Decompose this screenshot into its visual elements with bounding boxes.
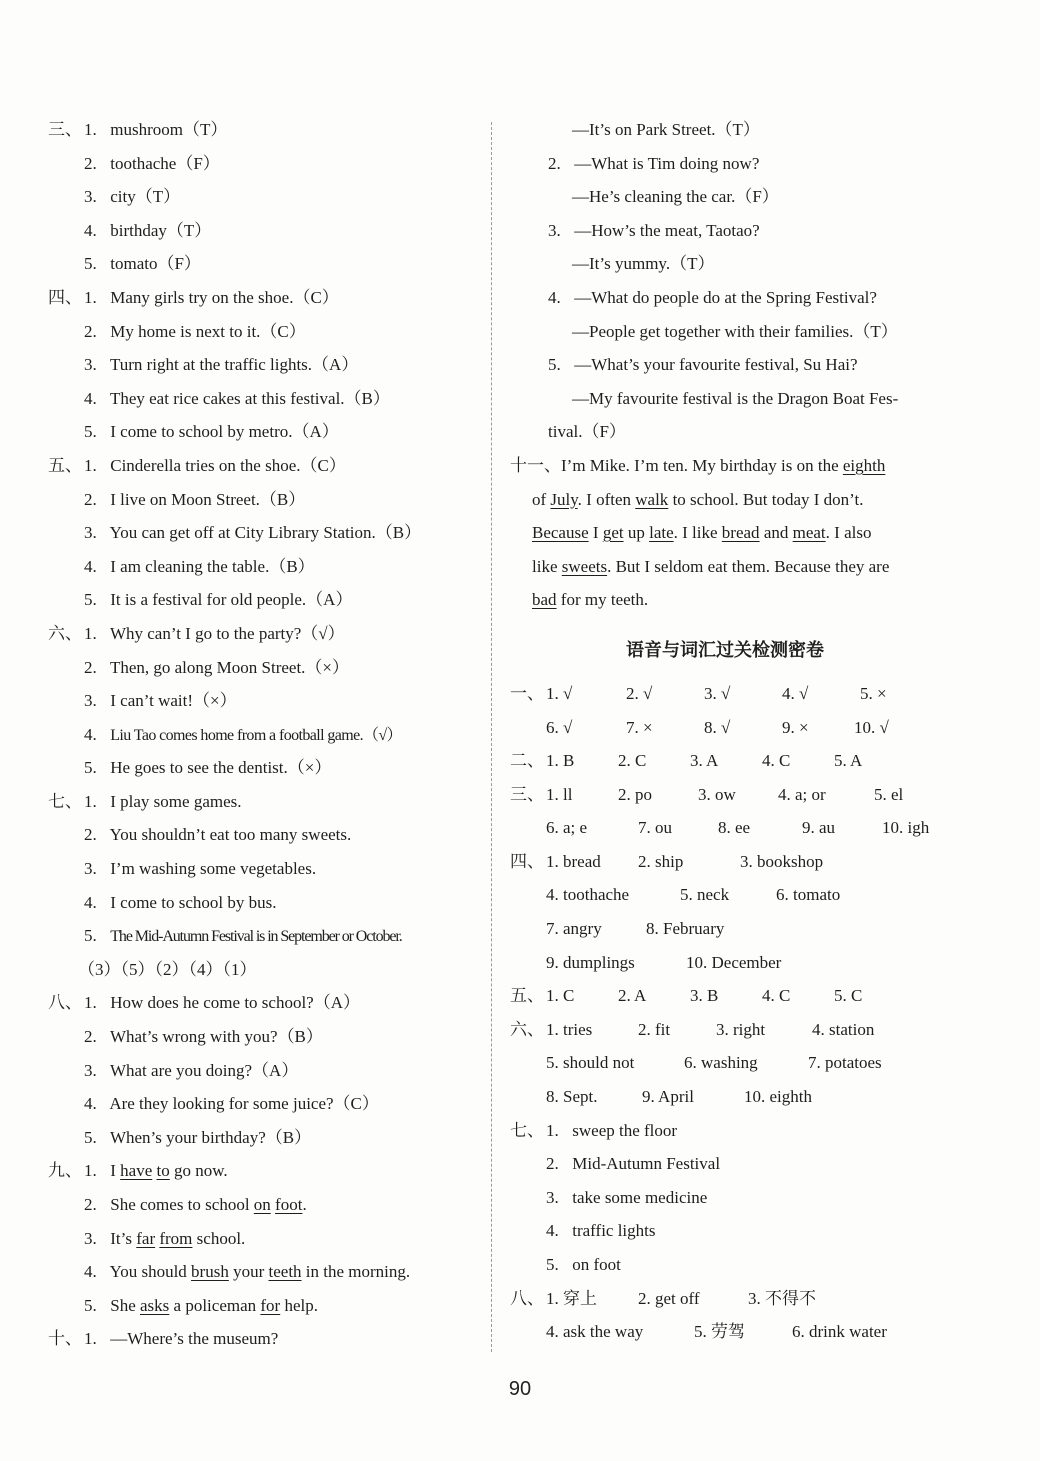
- answer-line: 4. They eat rice cakes at this festival.（B）: [84, 388, 390, 408]
- answer-line: 4. I come to school by bus.: [84, 892, 277, 912]
- underlined-word: asks: [140, 1295, 170, 1315]
- answer-line: 2. Mid-Autumn Festival: [546, 1154, 721, 1174]
- answer-line: 十、 1. —Where’s the museum?: [48, 1322, 478, 1356]
- answer-text: sweep the floor: [572, 1120, 678, 1140]
- answer-text: Why can’t I go to the party?（√）: [109, 623, 345, 643]
- answer-line: [510, 113, 940, 147]
- left-column: [48, 113, 478, 1356]
- answer-text: It is a festival for old people.（A）: [110, 590, 353, 610]
- answer-line: [510, 382, 940, 416]
- answer-line: 2. You shouldn’t eat too many sweets.: [84, 825, 352, 845]
- section-label: 十、: [48, 1329, 82, 1349]
- answer-line: 4. —What do people do at the Spring Festival?: [548, 287, 877, 307]
- answer-text: What’s wrong with you?（B）: [109, 1027, 323, 1047]
- section-heading: 语音与词汇过关检测密卷: [626, 639, 824, 661]
- answer-row: 八、 1. 穿上 2. get off 3. 不得不: [510, 1282, 940, 1316]
- answer-line: 2. —What is Tim doing now?: [548, 153, 760, 173]
- underlined-word: bread: [721, 523, 760, 543]
- answer-line: 3. It’s far from school.: [84, 1228, 246, 1248]
- underlined-word: bad: [532, 590, 557, 610]
- answer-text: traffic lights: [572, 1221, 656, 1241]
- underlined-word: July: [550, 489, 578, 509]
- passage-line: 十一、I’m Mike. I’m ten. My birthday is on the eighth: [510, 455, 886, 475]
- underlined-word: from: [159, 1228, 193, 1248]
- answer-text: I come to school by bus.: [110, 892, 277, 912]
- answer-line: 3. —How’s the meat, Taotao?: [548, 220, 760, 240]
- answer-line: 4. Are they looking for some juice?（C）: [84, 1094, 379, 1114]
- answer-text: He goes to see the dentist.（×）: [110, 758, 332, 778]
- answer-line: 5. tomato（F）: [84, 254, 201, 274]
- passage-line: bad for my teeth.: [532, 590, 649, 610]
- answer-line: 4. I am cleaning the table.（B）: [84, 556, 315, 576]
- answer-text: toothache（F）: [110, 153, 220, 173]
- answer-line: 七、 1. sweep the floor: [510, 1114, 940, 1148]
- answer-text: —People get together with their families.（T）: [572, 321, 898, 341]
- answer-line: 5. She asks a policeman for help.: [84, 1295, 318, 1315]
- answer-text: I come to school by metro.（A）: [110, 422, 339, 442]
- answer-line: 3. What are you doing?（A）: [84, 1060, 299, 1080]
- answer-text: They eat rice cakes at this festival.（B）: [109, 388, 390, 408]
- answer-row: 三、 1. ll 2. po 3. ow 4. a; or 5. el: [510, 778, 940, 812]
- answer-line: 2. I live on Moon Street.（B）: [84, 489, 306, 509]
- underlined-word: late: [649, 523, 674, 543]
- answer-row: 六、 1. tries 2. fit 3. right 4. station: [510, 1013, 940, 1047]
- answer-row: 7. angry 8. February: [546, 919, 725, 939]
- answer-text: tomato（F）: [110, 254, 201, 274]
- answer-line: 3. I can’t wait!（×）: [84, 691, 237, 711]
- answer-line: 七、 1. I play some games.: [48, 785, 478, 819]
- passage-line: of July. I often walk to school. But today I don’t.: [532, 489, 864, 509]
- right-column: [510, 113, 940, 1349]
- answer-text: —How’s the meat, Taotao?: [574, 220, 760, 240]
- answer-line: 四、 1. Many girls try on the shoe.（C）: [48, 281, 478, 315]
- answer-text: —What is Tim doing now?: [574, 153, 760, 173]
- section-label: 二、: [510, 751, 544, 771]
- answer-text: Turn right at the traffic lights.（A）: [109, 355, 359, 375]
- answer-text: birthday（T）: [110, 220, 212, 240]
- answer-text: You shouldn’t eat too many sweets.: [109, 825, 352, 845]
- section-label: 四、: [48, 287, 82, 307]
- answer-text: My home is next to it.（C）: [110, 321, 306, 341]
- answer-line: 5. —What’s your favourite festival, Su Hai?: [548, 355, 858, 375]
- answer-line: 八、 1. How does he come to school?（A）: [48, 986, 478, 1020]
- column-divider: [491, 122, 492, 1352]
- answer-line: 三、 1. mushroom（T）: [48, 113, 478, 147]
- underlined-word: eighth: [842, 455, 886, 475]
- answer-text: —It’s yummy.（T）: [572, 254, 715, 274]
- answer-text: —He’s cleaning the car.（F）: [572, 187, 779, 207]
- answer-row: 5. should not 6. washing 7. potatoes: [546, 1053, 882, 1073]
- answer-row: 四、 1. bread 2. ship 3. bookshop: [510, 845, 940, 879]
- answer-text: You can get off at City Library Station.（B）: [109, 523, 422, 543]
- underlined-word: on: [253, 1195, 271, 1214]
- answer-row: 8. Sept. 9. April 10. eighth: [546, 1087, 812, 1107]
- answer-text: When’s your birthday?（B）: [109, 1127, 312, 1147]
- answer-line: [510, 315, 940, 349]
- answer-line: 4. You should brush your teeth in the morning.: [84, 1262, 411, 1282]
- answer-text: Mid-Autumn Festival: [572, 1154, 721, 1174]
- answer-text: —What’s your favourite festival, Su Hai?: [574, 355, 858, 375]
- answer-text: —It’s on Park Street.（T）: [572, 120, 760, 139]
- answer-row: 4. ask the way 5. 劳驾 6. drink water: [546, 1322, 887, 1342]
- answer-text: How does he come to school?（A）: [110, 993, 361, 1013]
- answer-row: 五、 1. C 2. A 3. B 4. C 5. C: [510, 979, 940, 1013]
- underlined-word: have: [120, 1161, 153, 1181]
- answer-text: I can’t wait!（×）: [110, 691, 237, 711]
- answer-row: 6. √ 7. × 8. √ 9. × 10. √: [546, 717, 889, 737]
- answer-row: 二、 1. B 2. C 3. A 4. C 5. A: [510, 744, 940, 778]
- answer-text: Liu Tao comes home from a football game.（√）: [110, 726, 402, 744]
- section-label: 四、: [510, 851, 544, 871]
- underlined-word: far: [136, 1228, 156, 1248]
- passage-line: Because I get up late. I like bread and meat. I also: [532, 523, 872, 543]
- answer-text: on foot: [572, 1255, 621, 1274]
- answer-line: 3. You can get off at City Library Station.（B）: [84, 523, 422, 543]
- answer-text: What are you doing?（A）: [109, 1060, 299, 1080]
- order-answer: （3）（5）（2）（4）（1）: [78, 959, 257, 979]
- underlined-word: Because: [532, 523, 589, 543]
- answer-line: 3. city（T）: [84, 187, 181, 207]
- answer-text: —My favourite festival is the Dragon Boat Fes-: [572, 388, 899, 408]
- answer-line: [510, 415, 940, 449]
- section-label: 三、: [48, 120, 82, 139]
- underlined-word: for: [260, 1295, 281, 1315]
- answer-line: 4. birthday（T）: [84, 220, 212, 240]
- answer-line: 5. I come to school by metro.（A）: [84, 422, 339, 442]
- answer-line: 六、 1. Why can’t I go to the party?（√）: [48, 617, 478, 651]
- answer-line: [48, 953, 478, 987]
- answer-row: 一、 1. √ 2. √ 3. √ 4. √ 5. ×: [510, 677, 940, 711]
- answer-text: Then, go along Moon Street.（×）: [109, 657, 350, 677]
- answer-line: 5. He goes to see the dentist.（×）: [84, 758, 332, 778]
- answer-text: tival.（F）: [548, 422, 626, 442]
- section-label: 三、: [510, 784, 544, 804]
- answer-text: I play some games.: [110, 791, 242, 811]
- answer-line: 5. When’s your birthday?（B）: [84, 1127, 312, 1147]
- answer-text: I live on Moon Street.（B）: [110, 489, 306, 509]
- answer-line: 3. I’m washing some vegetables.: [84, 859, 317, 879]
- answer-text: —Where’s the museum?: [110, 1329, 279, 1349]
- answer-text: I’m washing some vegetables.: [110, 859, 317, 879]
- answer-text: Are they looking for some juice?（C）: [109, 1094, 379, 1114]
- underlined-word: get: [602, 523, 624, 543]
- underlined-word: brush: [191, 1262, 229, 1282]
- section-label: 五、: [48, 455, 82, 475]
- answer-line: 5. The Mid-Autumn Festival is in September or October.: [84, 926, 402, 946]
- answer-row: 4. toothache 5. neck 6. tomato: [546, 885, 841, 905]
- answer-line: 五、 1. Cinderella tries on the shoe.（C）: [48, 449, 478, 483]
- answer-line: 2. She comes to school on foot.: [84, 1195, 307, 1214]
- section-label: 七、: [510, 1120, 544, 1140]
- answer-line: [510, 247, 940, 281]
- underlined-word: foot: [275, 1195, 303, 1214]
- underlined-word: to: [156, 1161, 170, 1181]
- answer-line: 3. Turn right at the traffic lights.（A）: [84, 355, 359, 375]
- section-label: 八、: [48, 993, 82, 1013]
- answer-line: 4. Liu Tao comes home from a football game.（√）: [84, 724, 402, 744]
- answer-row: 9. dumplings 10. December: [546, 952, 782, 972]
- answer-line: 5. It is a festival for old people.（A）: [84, 590, 353, 610]
- underlined-word: walk: [635, 489, 669, 509]
- section-label: 九、: [48, 1161, 82, 1181]
- answer-text: Cinderella tries on the shoe.（C）: [110, 455, 346, 475]
- page-number: 90: [508, 1378, 532, 1400]
- answer-text: The Mid-Autumn Festival is in September or October.: [110, 928, 402, 946]
- answer-line: [510, 180, 940, 214]
- section-label: 七、: [48, 791, 82, 811]
- passage-line: like sweets. But I seldom eat them. Because they are: [532, 556, 890, 576]
- answer-line: 3. take some medicine: [546, 1187, 708, 1207]
- section-label: 一、: [510, 683, 544, 703]
- answer-line: 九、 1. I have to go now.: [48, 1154, 478, 1188]
- answer-line: 2. My home is next to it.（C）: [84, 321, 306, 341]
- answer-text: —What do people do at the Spring Festival?: [574, 287, 877, 307]
- answer-line: 2. toothache（F）: [84, 153, 220, 173]
- answer-line: 2. What’s wrong with you?（B）: [84, 1027, 323, 1047]
- answer-line: 2. Then, go along Moon Street.（×）: [84, 657, 350, 677]
- answer-text: city（T）: [110, 187, 181, 207]
- section-label: 六、: [510, 1019, 544, 1039]
- underlined-word: sweets: [561, 556, 608, 576]
- section-label: 六、: [48, 623, 82, 643]
- section-label: 五、: [510, 986, 544, 1006]
- answer-text: Many girls try on the shoe.（C）: [110, 287, 339, 307]
- answer-text: take some medicine: [572, 1187, 708, 1207]
- answer-text: mushroom（T）: [110, 120, 228, 139]
- section-label: 十一、: [510, 455, 561, 475]
- underlined-word: teeth: [268, 1262, 302, 1282]
- answer-line: 4. traffic lights: [546, 1221, 656, 1241]
- underlined-word: meat: [792, 523, 826, 543]
- answer-row: 6. a; e 7. ou 8. ee 9. au 10. igh: [546, 818, 930, 838]
- answer-line: 5. on foot: [546, 1255, 621, 1274]
- section-label: 八、: [510, 1288, 544, 1308]
- answer-text: I am cleaning the table.（B）: [110, 556, 315, 576]
